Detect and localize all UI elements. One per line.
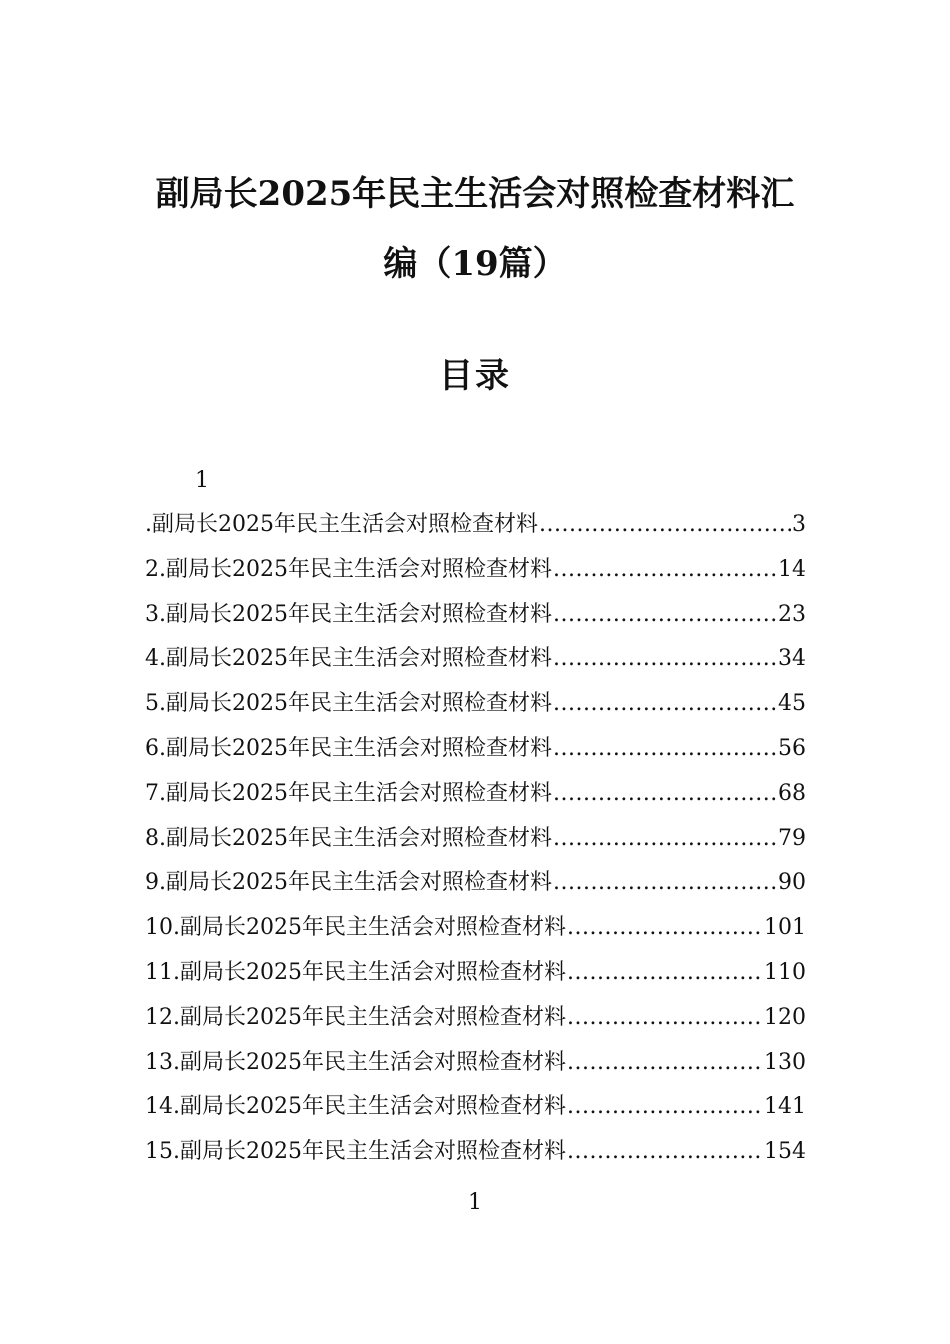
toc-leader-dots [567, 913, 763, 943]
toc-leader-dots [567, 1048, 763, 1078]
toc-item-label: 12.副局长2025年民主生活会对照检查材料 [145, 1004, 566, 1030]
toc-item-page: 68 [778, 780, 806, 806]
toc-lead-number: 1 [195, 468, 209, 493]
toc-item-label: 5.副局长2025年民主生活会对照检查材料 [145, 691, 552, 717]
toc-item-label: 2.副局长2025年民主生活会对照检查材料 [145, 556, 552, 582]
toc-leader-dots [553, 868, 777, 898]
toc-leader-dots [553, 779, 777, 809]
toc-item[interactable] [145, 1137, 806, 1182]
toc-item-page: 56 [778, 735, 806, 761]
toc-item[interactable] [145, 913, 806, 958]
toc-item[interactable] [145, 868, 806, 913]
toc-leader-dots [553, 644, 777, 674]
toc-item-label: 7.副局长2025年民主生活会对照检查材料 [145, 780, 552, 806]
toc-item[interactable] [145, 824, 806, 869]
toc-item-page: 45 [778, 691, 806, 717]
toc-item-page: 120 [764, 1004, 806, 1030]
toc-item-page: 90 [778, 870, 806, 896]
document-title-line-2: 编（19篇） [383, 244, 567, 284]
toc-item[interactable] [145, 600, 806, 645]
toc-item-label: 8.副局长2025年民主生活会对照检查材料 [145, 825, 552, 851]
toc-item[interactable] [145, 958, 806, 1003]
toc-item-page: 110 [764, 959, 806, 985]
toc-item-label: 14.副局长2025年民主生活会对照检查材料 [145, 1094, 566, 1120]
toc-leader-dots [553, 734, 777, 764]
toc-item[interactable] [145, 644, 806, 689]
toc-item-page: 3 [792, 512, 806, 537]
toc-item[interactable] [145, 1048, 806, 1093]
toc-item-page: 101 [764, 915, 806, 941]
toc-leader-dots [539, 510, 791, 540]
toc-leader-dots [553, 600, 777, 630]
toc-item[interactable] [145, 689, 806, 734]
toc-leader-dots [553, 689, 777, 719]
toc-item-label: 11.副局长2025年民主生活会对照检查材料 [145, 959, 566, 985]
toc-item-page: 23 [778, 601, 806, 627]
toc-item-label: 9.副局长2025年民主生活会对照检查材料 [145, 870, 552, 896]
toc-item-label: 6.副局长2025年民主生活会对照检查材料 [145, 735, 552, 761]
toc-item-page: 130 [764, 1049, 806, 1075]
table-of-contents [145, 510, 806, 1182]
toc-item-label: 13.副局长2025年民主生活会对照检查材料 [145, 1049, 566, 1075]
toc-item[interactable] [145, 779, 806, 824]
toc-leader-dots [567, 1092, 763, 1122]
toc-item-label: .副局长2025年民主生活会对照检查材料 [145, 512, 538, 537]
toc-leader-dots [567, 958, 763, 988]
toc-leader-dots [553, 824, 777, 854]
toc-item-label: 10.副局长2025年民主生活会对照检查材料 [145, 915, 566, 941]
toc-item[interactable] [145, 1003, 806, 1048]
toc-item-page: 141 [764, 1094, 806, 1120]
toc-item-page: 14 [778, 556, 806, 582]
toc-item-label: 15.副局长2025年民主生活会对照检查材料 [145, 1139, 566, 1165]
toc-item-label: 4.副局长2025年民主生活会对照检查材料 [145, 646, 552, 672]
toc-heading: 目录 [439, 356, 511, 396]
page-number: 1 [468, 1190, 482, 1215]
toc-item-page: 34 [778, 646, 806, 672]
toc-item[interactable] [145, 1092, 806, 1137]
toc-item-page: 154 [764, 1139, 806, 1165]
toc-leader-dots [567, 1137, 763, 1167]
toc-leader-dots [567, 1003, 763, 1033]
toc-item[interactable] [145, 734, 806, 779]
toc-leader-dots [553, 555, 777, 585]
toc-item-page: 79 [778, 825, 806, 851]
document-title-line-1: 副局长2025年民主生活会对照检查材料汇 [155, 174, 795, 214]
toc-item-label: 3.副局长2025年民主生活会对照检查材料 [145, 601, 552, 627]
toc-item[interactable] [145, 510, 806, 555]
toc-item[interactable] [145, 555, 806, 600]
